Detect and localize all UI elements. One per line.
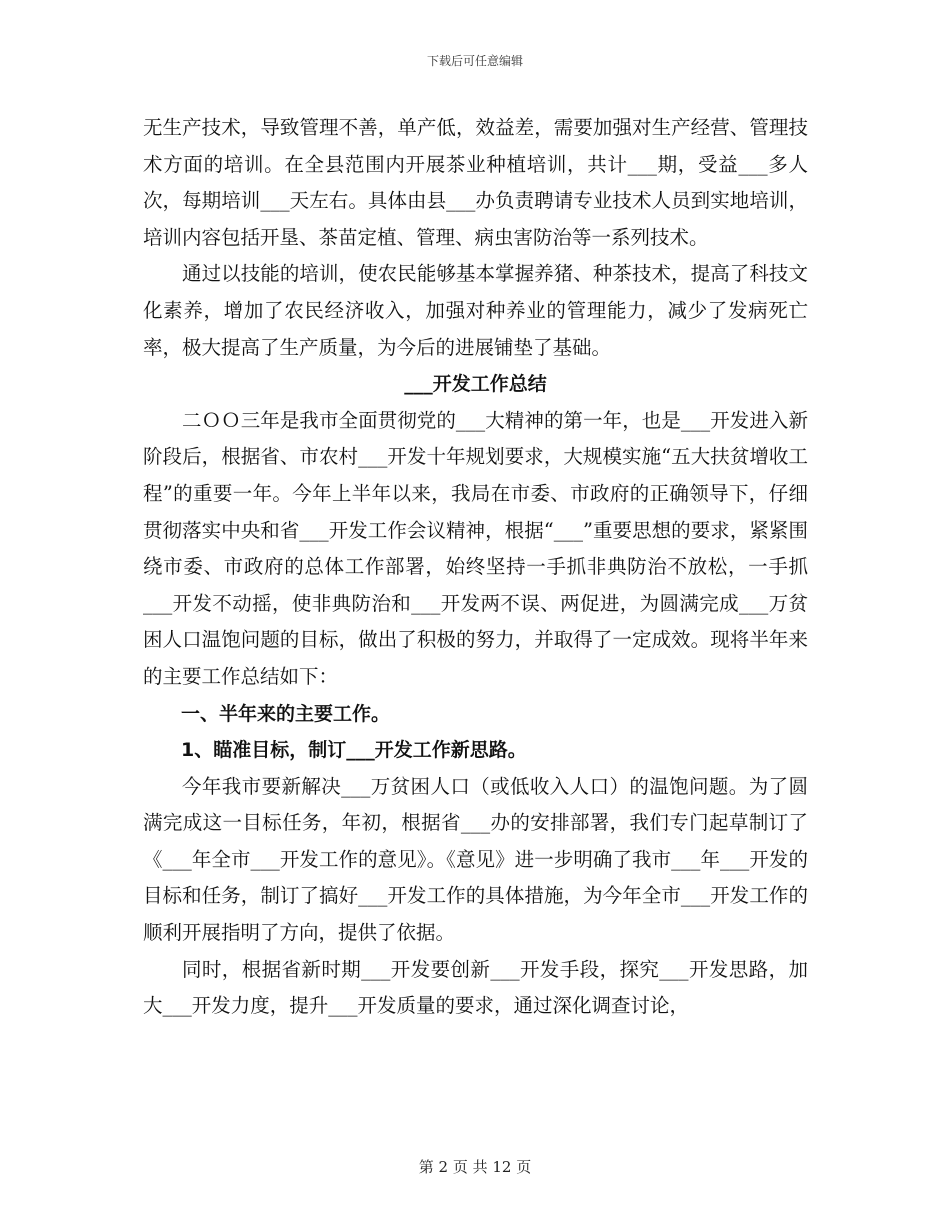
heading-subsection-1: 1、瞄准目标，制订___开发工作新思路。 <box>181 739 527 762</box>
paragraph-training-results: 通过以技能的培训，使农民能够基本掌握养猪、种茶技术，提高了科技文化素养，增加了农民经济收入，加强对种养业的管理能力，减少了发病死亡率，极大提高了生产质量，为今后的进展铺垫了基础。 <box>143 262 808 359</box>
page-header: 下载后可任意编辑 <box>426 54 523 68</box>
heading-main-work: 一、半年来的主要工作。 <box>181 702 391 725</box>
document-body <box>143 110 808 1025</box>
page-footer: 第 2 页 共 12 页 <box>418 1158 532 1176</box>
section-title: ___开发工作总结 <box>404 373 547 396</box>
paragraph-continued: 无生产技术，导致管理不善，单产低，效益差，需要加强对生产经营、管理技术方面的培训。在全县范围内开展茶业种植培训，共计___期，受益___多人次，每期培训___天左右。具体由县___办负责聘请专业技术人员到实地培训，培训内容包括开垦、茶苗定植、管理、病虫害防治等一系列技术。 <box>143 116 808 249</box>
paragraph-goals: 今年我市要新解决___万贫困人口（或低收入人口）的温饱问题。为了圆满完成这一目标任务，年初，根据省___办的安排部署，我们专门起草制订了《___年全市___开发工作的意见》。《意见》进一步明确了我市___年___开发的目标和任务，制订了搞好___开发工作的具体措施，为今年全市___开发工作的顺利开展指明了方向，提供了依据。 <box>143 774 808 945</box>
paragraph-meanwhile: 同时，根据省新时期___开发要创新___开发手段，探究___开发思路，加大___开发力度，提升___开发质量的要求，通过深化调查讨论， <box>143 957 808 1018</box>
paragraph-intro: 二ＯＯ三年是我市全面贯彻党的___大精神的第一年，也是___开发进入新阶段后，根据省、市农村___开发十年规划要求，大规模实施“五大扶贫增收工程”的重要一年。今年上半年以来，我局在市委、市政府的正确领导下，仔细贯彻落实中央和省___开发工作会议精神，根据“___”重要思想的要求，紧紧围绕市委、市政府的总体工作部署，始终坚持一手抓非典防治不放松，一手抓___开发不动摇，使非典防治和___开发两不误、两促进，为圆满完成___万贫困人口温饱问题的目标，做出了积极的努力，并取得了一定成效。现将半年来的主要工作总结如下： <box>143 408 808 688</box>
